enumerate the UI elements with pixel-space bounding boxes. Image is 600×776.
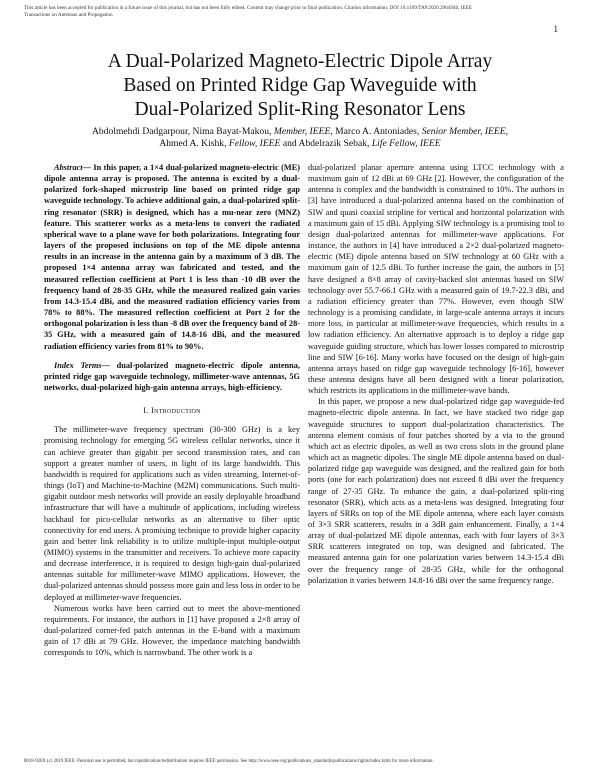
index-terms-label: Index Terms— [54,360,110,370]
title-line-2: Based on Printed Ridge Gap Waveguide with [123,75,477,96]
author-role-2: Senior Member, IEEE [421,126,506,137]
author-role-3: Fellow, IEEE [228,138,281,149]
index-terms-text: dual-polarized magneto-electric dipole antenna, printed ridge gap waveguide technology, millimeter-wave antennas, 5G networks, dual-polarized high-gain antenna arrays, high-efficiency. [44,360,300,392]
intro-paragraph-3: In this paper, we propose a new dual-polarized ridge gap waveguide-fed magneto-electric dipole antenna. In fact, we have stacked two ridge gap waveguide structures to support dual-polarization characteristics. The antenna element consists of four patches shorted by a via to the ground which act as electric dipoles, as well as two cross slots in the ground plane which act as magnetic dipoles. The single ME dipole antenna based on dual-polarized ridge gap waveguide was designed, and the realized gain for both ports (one for each polarization) does not exceed 8 dBi over the frequency range of 27-35 GHz. To enhance the gain, a dual-polarized split-ring resonator (SRR), which acts as a meta-lens was designed. Integrating four layers of SRRs on top of the ME dipole antenna, where each layer consists of 3×3 SRR scatterers, results in a 3dB gain enhancement. Finally, a 1×4 array of dual-polarized ME dipole antennas, each with four layers of 3×3 SRR scatterers integrated on top, was designed and fabricated. The measured antenna gain for one polarization varies between 14.3-15.4 dBi over the frequency range of 28-35 GHz, while for the orthogonal polarization it varies between 14.8-16 dBi over the same frequency range. [308,397,564,585]
publication-notice [24,5,584,19]
author-names-3: Ahmed A. Kishk, [159,138,227,149]
author-names-1: Abdolmehdi Dadgarpour, Nima Bayat-Makou, [91,126,272,137]
author-names-2: Marco A. Antoniades, [335,126,420,137]
intro-paragraph-1: The millimeter-wave frequency spectrum (30-300 GHz) is a key promising technology for emerging 5G wireless cellular networks, since it can achieve greater than gigabit per second transmission rates, and can support a greater number of users, in light of its large bandwidth. This bandwidth is required for applications such as video streaming, Internet-of-things (IoT) and Machine-to-Machine (M2M) communications. Such multi-gigabit outdoor mesh networks will provide an easily deployable broadband infrastructure that will have a multitude of applications, including wireless backhaul for pico-cellular networks as an alternative to fiber optic connectivity for end users. A promising technique to provide higher capacity gain and better link reliability is to utilize multiple-input multiple-output (MIMO) systems in the transmitter and receivers. To achieve more capacity and decrease interference, it is required to design high-gain dual-polarized antennas suitable for millimeter-wave MIMO applications. However, the dual-polarized antennas should possess more gain and less loss in order to be deployed at millimeter-wave frequencies. [44,425,300,602]
abstract-text: In this paper, a 1×4 dual-polarized magneto-electric (ME) dipole antenna array is proposed. The antenna is excited by a dual-polarized fork-shaped microstrip line based on printed ridge gap waveguide technology. To achieve additional gain, a dual-polarized split-ring resonator (SRR) is designed, which has a mu-near zero (MNZ) feature. This scatterer works as a meta-lens to convert the radiated spherical wave to a plane wave for both polarizations. Integrating four layers of the proposed inclusions on top of the ME dipole antenna results in an increase in the antenna gain by a maximum of 3 dB. The proposed 1×4 antenna array was fabricated and tested, and the measured reflection coefficient at Port 1 is less than -10 dB over the frequency band of 28-35 GHz, while the measured realized gain varies from 14.3-15.4 dBi, and the measured radiation efficiency varies from 78% to 88%. The measured reflection coefficient at Port 2 for the orthogonal polarization is less than -8 dB over the frequency band of 28-35 GHz, with a measured gain of 14.8-16 dBi, and the measured radiation efficiency varies from 81% to 90%. [44,163,300,351]
author-role-1: Member, IEEE [273,126,331,137]
index-terms [44,360,300,393]
author-role-4: Life Fellow, IEEE [371,138,441,149]
publication-notice-line2: Transactions on Antennas and Propagation [24,12,113,18]
author-list [40,126,560,150]
intro-paragraph-2: Numerous works have been carried out to meet the above-mentioned requirements. For instance, the authors in [1] have proposed a 2×8 array of dual-polarized corner-fed patch antennas in the E-band with a maximum gain of 17 dBi at 79 GHz. However, the impedance matching bandwidth corresponds to 10%, which is narrowband. The other work is a [44,603,300,658]
section-heading-introduction: I. Introduction [143,406,201,416]
author-line-2 [40,138,560,150]
author-names-4: and Abdelrazik Sebak, [282,138,370,149]
paper-title [20,50,580,122]
abstract [44,162,300,352]
page-number: 1 [553,24,558,34]
author-line-1: Abdolmehdi Dadgarpour, Nima Bayat-Makou, Member, IEEE, Marco A. Antoniades, Senior Member, IEEE, [91,126,509,137]
title-line-1: A Dual-Polarized Magneto-Electric Dipole Array [107,51,493,72]
left-column [44,162,300,659]
title-line-3: Dual-Polarized Split-Ring Resonator Lens [134,99,466,120]
copyright-footer: 0018-926X (c) 2019 IEEE. Personal use is permitted, but republication/redistribution requires IEEE permission. See http://www.ieee.org/publications_standards/publications/rights/index.html for more information. [24,759,434,764]
publication-notice-line1: This article has been accepted for publication in a future issue of this journal, but has not been fully edited. Content may change prior to final publication. Citation information: DOI 10.1109/TAP.2020.2964940, IEEE [24,5,473,11]
right-column [308,162,564,586]
abstract-label: Abstract— [54,163,91,172]
intro-paragraph-2-continued: dual-polarized planar aperture antenna using LTCC technology with a maximum gain of 12 dBi at 69 GHz [2]. However, the configuration of the antenna is complex and the bandwidth is constrained to 10%. The authors in [3] have introduced a dual-polarized antenna based on the combination of SIW and quasi coaxial stripline for vertical and horizontal polarization with a maximum gain of 15 dBi. Applying SIW technology is a promising tool to design dual-polarized antennas for millimeter-wave applications. For instance, the authors in [4] have introduced a 2×2 dual-polarized magneto-electric (ME) dipole antenna based on SIW technology at 60 GHz with a maximum gain of 12.5 dBi. To further increase the gain, the authors in [5] have designed a 8×8 array of cavity-backed slot antennas based on SIW technology over 55.7-66.1 GHz with a measured gain of 19.7-22.3 dBi, and a radiation efficiency greater than 77%. However, even though SIW technology is a promising candidate, in large-scale antenna arrays it incurs more loss, in particular at millimeter-wave frequencies, which results in a low radiation efficiency. An alternative approach is to deploy a ridge gap waveguide guiding structure, which has lower losses compared to microstrip line and SIW [6-16]. Many works have focused on the design of high-gain antenna arrays based on ridge gap waveguide technology [6-16], however these antenna designs have all been designed with a linear polarization, which restricts its applications in the millimeter-wave bands. [308,163,564,396]
